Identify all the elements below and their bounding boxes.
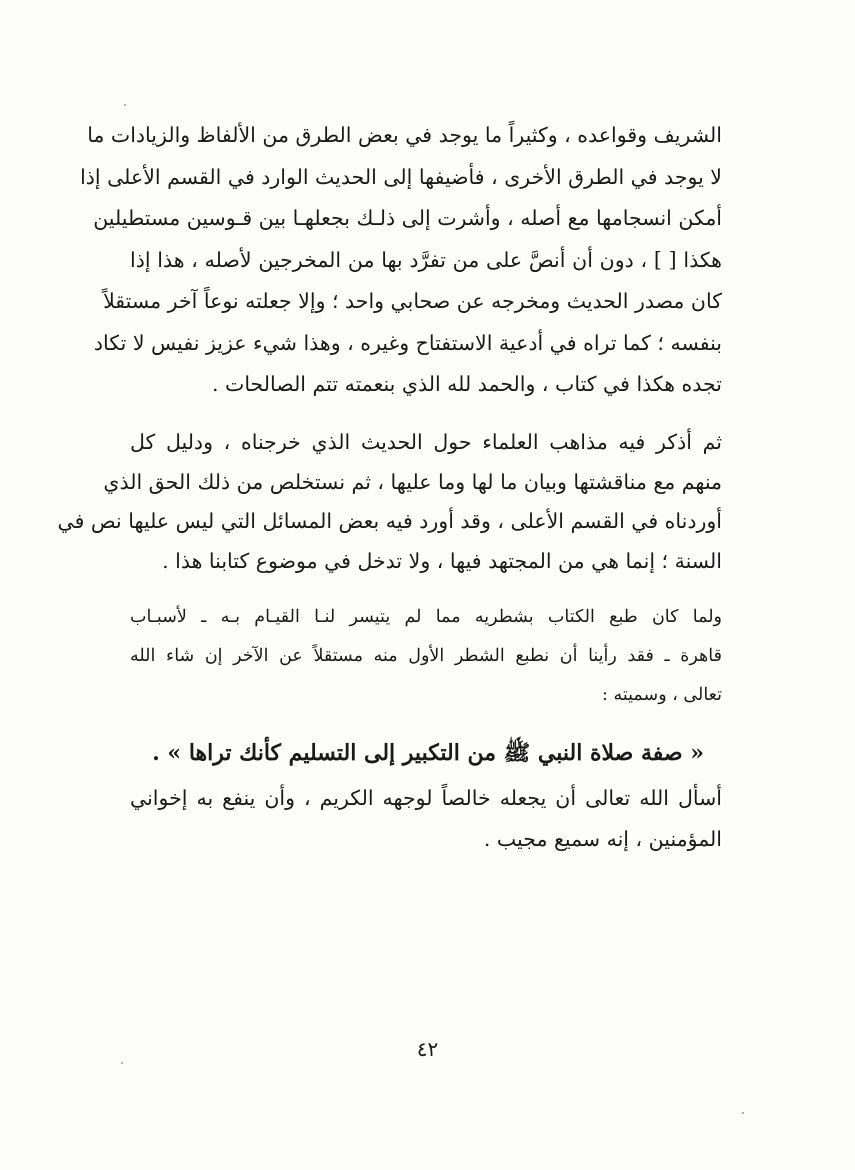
paragraph-sources-method (80, 115, 722, 406)
text-line: كان مصدر الحديث ومخرجه عن صحابي واحد ؛ وإلا جعلته نوعاً آخر مستقلاً (103, 289, 722, 313)
text-line: ثم أذكر فيه مذاهب العلماء حول الحديث الذي خرجناه ، ودليل كل (130, 430, 722, 454)
text-line: بنفسه ؛ كما تراه في أدعية الاستفتاح وغيره ، وهذا شيء عزيز نفيس لا تكاد (93, 330, 722, 355)
text-line: السنة ؛ إنما هي من المجتهد فيها ، ولا تدخل في موضوع كتابنا هذا . (162, 548, 722, 573)
book-title: « صفة صلاة النبي ﷺ من التكبير إلى التسليم كأنك تراها » . (152, 740, 704, 766)
scan-speck (121, 1062, 123, 1064)
paragraph-closing-prayer (130, 778, 722, 860)
text-line: لا يوجد في الطرق الأخرى ، فأضيفها إلى الحديث الوارد في القسم الأعلى إذا (80, 164, 722, 189)
text-line: أسأل الله تعالى أن يجعله خالصاً لوجهه الكريم ، وأن ينفع به إخواني (130, 786, 722, 810)
scan-speck (742, 1112, 744, 1114)
text-line: تجده هكذا في كتاب ، والحمد لله الذي بنعمته تتم الصالحات . (211, 372, 722, 396)
text-line: منهم مع مناقشتها وبيان ما لها وما عليها ، ثم نستخلص من ذلك الحق الذي (103, 469, 722, 494)
paragraph-publication-note (130, 598, 722, 715)
page-number: ٤٢ (416, 1037, 439, 1061)
book-title-block (130, 733, 722, 773)
text-line: المؤمنين ، إنه سميع مجيب . (483, 827, 722, 851)
paragraph-scholars-opinions (57, 423, 722, 581)
text-line: أوردناه في القسم الأعلى ، وقد أورد فيه بعض المسائل التي ليس عليها نص في (57, 509, 722, 533)
text-line: أمكن انسجامها مع أصله ، وأشرت إلى ذلـك بجعلهـا بين قـوسين مستطيلين (93, 206, 722, 230)
text-line: تعالى ، وسميته : (602, 685, 722, 705)
text-line: قاهرة ـ فقد رأينا أن نطبع الشطر الأول منه مستقلاً عن الآخر إن شاء الله (130, 646, 722, 666)
text-line: الشريف وقواعده ، وكثيراً ما يوجد في بعض الطرق من الألفاظ والزيادات ما (87, 123, 722, 147)
text-line: ولما كان طبع الكتاب بشطريه مما لم يتيسر لنـا القيـام بـه ـ لأسبـاب (130, 607, 722, 627)
text-line: هكذا [ ] ، دون أن أنصَّ على من تفرَّد بها من المخرجين لأصله ، هذا إذا (130, 247, 722, 272)
scan-speck (124, 104, 126, 106)
